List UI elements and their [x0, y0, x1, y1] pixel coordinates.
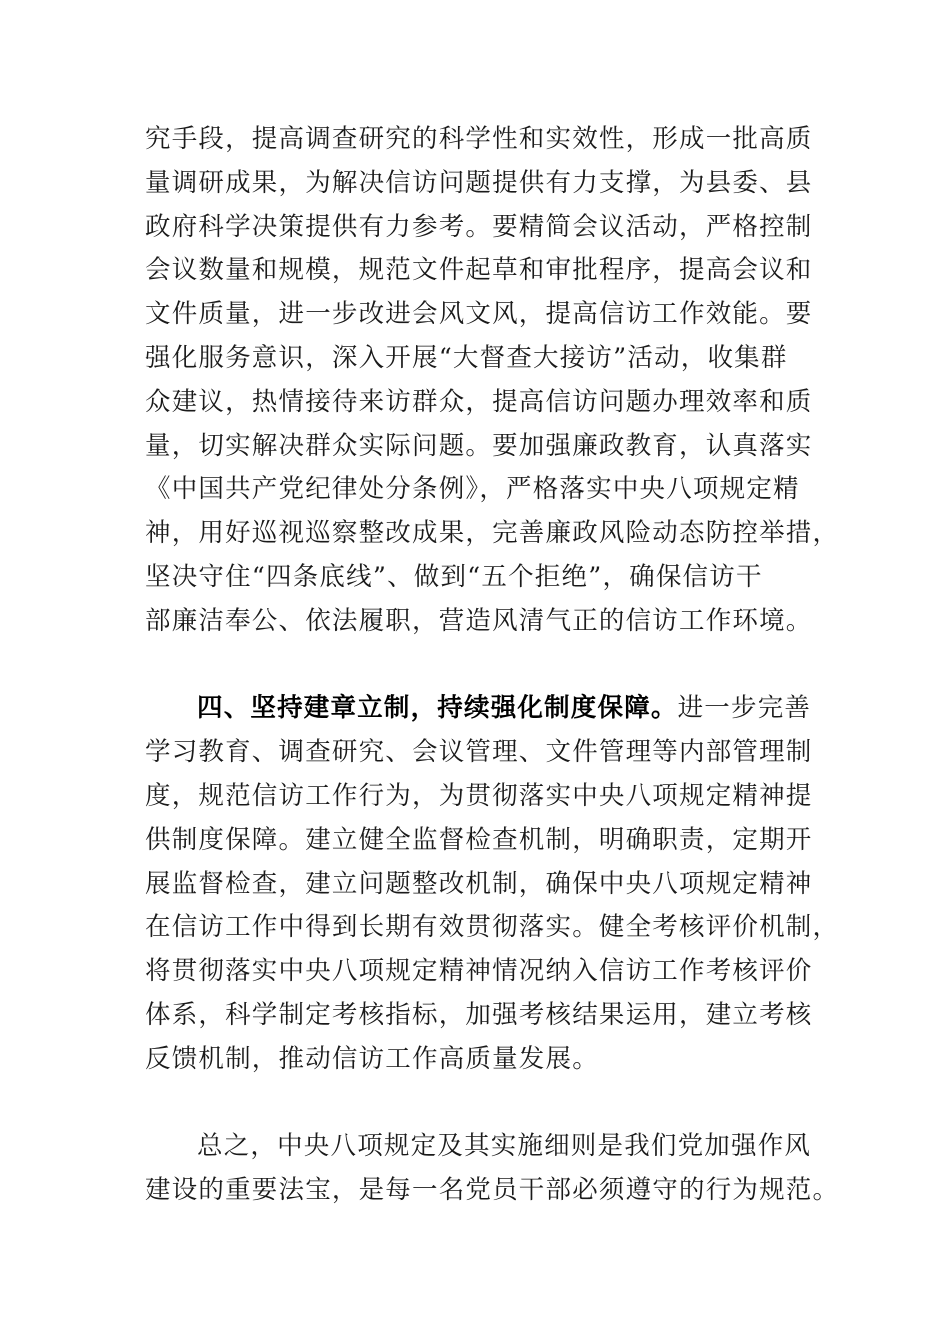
paragraph-1 — [145, 118, 840, 644]
text-line: 量调研成果，为解决信访问题提供有力支撑，为县委、县 — [145, 167, 813, 198]
paragraph-3 — [145, 1125, 840, 1213]
heading-line-rest: 进一步完善 — [677, 693, 812, 724]
text-line: 度，规范信访工作行为，为贯彻落实中央八项规定精神提 — [145, 780, 813, 811]
text-line: 神，用好巡视巡察整改成果，完善廉政风险动态防控举措， — [145, 518, 840, 549]
text-line: 究手段，提高调查研究的科学性和实效性，形成一批高质 — [145, 124, 813, 154]
section-heading: 四、坚持建章立制，持续强化制度保障。 — [197, 693, 678, 724]
heading-line — [145, 687, 812, 731]
text-line: 总之，中央八项规定及其实施细则是我们党加强作风 — [197, 1131, 812, 1162]
text-line: 将贯彻落实中央八项规定精神情况纳入信访工作考核评价 — [145, 956, 813, 987]
paragraph-spacer — [145, 1082, 805, 1126]
text-line: 众建议，热情接待来访群众，提高信访问题办理效率和质 — [145, 386, 813, 417]
text-line: 学习教育、调查研究、会议管理、文件管理等内部管理制 — [145, 737, 813, 768]
text-line: 文件质量，进一步改进会风文风，提高信访工作效能。要 — [145, 299, 813, 330]
text-line: 强化服务意识，深入开展“大督查大接访”活动，收集群 — [145, 342, 788, 373]
text-line: 《中国共产党纪律处分条例》，严格落实中央八项规定精 — [145, 474, 800, 505]
paragraph-2 — [145, 687, 840, 1081]
text-line: 量，切实解决群众实际问题。要加强廉政教育，认真落实 — [145, 430, 813, 461]
text-line: 政府科学决策提供有力参考。要精简会议活动，严格控制 — [145, 211, 813, 242]
text-line: 在信访工作中得到长期有效贯彻落实。健全考核评价机制， — [145, 912, 840, 943]
text-line: 部廉洁奉公、依法履职，营造风清气正的信访工作环境。 — [145, 605, 813, 636]
document-body — [145, 118, 840, 1213]
text-line: 体系，科学制定考核指标，加强考核结果运用，建立考核 — [145, 999, 813, 1030]
text-line: 反馈机制，推动信访工作高质量发展。 — [145, 1043, 599, 1074]
text-line: 展监督检查，建立问题整改机制，确保中央八项规定精神 — [145, 868, 813, 899]
text-line: 会议数量和规模，规范文件起草和审批程序，提高会议和 — [145, 255, 813, 286]
text-line: 建设的重要法宝，是每一名党员干部必须遵守的行为规范。 — [145, 1175, 840, 1206]
text-line: 坚决守住“四条底线”、做到“五个拒绝”，确保信访干 — [145, 561, 763, 592]
text-line: 供制度保障。建立健全监督检查机制，明确职责，定期开 — [145, 824, 813, 855]
paragraph-spacer — [145, 644, 805, 688]
